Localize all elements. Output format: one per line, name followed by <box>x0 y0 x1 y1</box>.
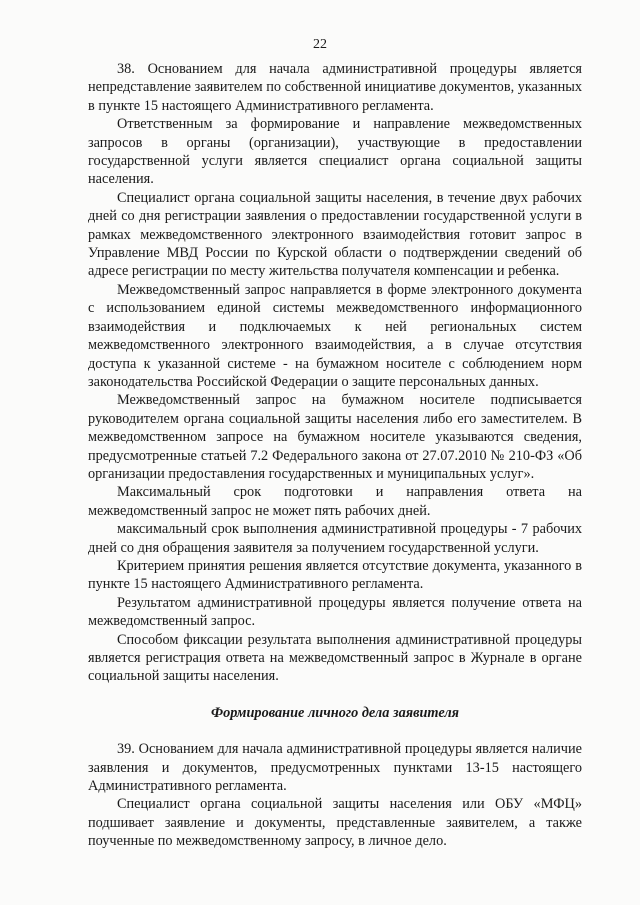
paragraph-39-basis: 39. Основанием для начала административной процедуры является наличие заявления и документов, предусмотренных пунктами 13-15 настоящего Административного регламента. <box>88 741 582 795</box>
paragraph-electronic-request: Межведомственный запрос направляется в форме электронного документа с использованием единой системы межведомственного информационного взаимодействия и подключаемых к ней региональных систем межведомственного электронного взаимодействия, а в случае отсутствия доступа к указанной системе - на бумажном носителе с соблюдением норм законодательства Российской Федерации о защите персональных данных. <box>88 281 582 390</box>
section-heading: Формирование личного дела заявителя <box>210 704 460 721</box>
paragraph-personal-file: Специалист органа социальной защиты населения или ОБУ «МФЦ» подшивает заявление и документы, представленные заявителем, а также поученные по межведомственному запросу, в личное дело. <box>88 796 582 850</box>
paragraph-decision-criterion: Критерием принятия решения является отсутствие документа, указанного в пункте 15 настоящего Административного регламента. <box>88 557 582 593</box>
paragraph-specialist-request: Специалист органа социальной защиты населения, в течение двух рабочих дней со дня регистрации заявления о предоставлении государственной услуги в рамках межведомственного электронного взаимодействия готовит запрос в Управление МВД России по Курской области о подтверждении сведений об адресе регистрации по месту жительства получателя компенсации и ребенка. <box>88 189 582 280</box>
paragraph-max-procedure-time: максимальный срок выполнения административной процедуры - 7 рабочих дней со дня обращения заявителя за получением государственной услуги. <box>88 521 582 556</box>
paragraph-paper-request: Межведомственный запрос на бумажном носителе подписывается руководителем органа социальной защиты населения либо его заместителем. В межведомственном запросе на бумажном носителе указываются сведения, предусмотренные статьей 7.2 Федерального закона от 27.07.2010 № 210-ФЗ «Об организации предоставления государственных и муниципальных услуг». <box>88 392 582 482</box>
paragraph-38-basis: 38. Основанием для начала административной процедуры является непредставление заявителем по собственной инициативе документов, указанных в пункте 15 настоящего Административного регламента. <box>88 61 582 114</box>
paragraph-responsible: Ответственным за формирование и направление межведомственных запросов в органы (организации), участвующие в предоставлении государственной услуги является специалист органа социальной защиты населения. <box>88 116 582 188</box>
paragraph-max-response-time: Максимальный срок подготовки и направления ответа на межведомственный запрос не может пять рабочих дней. <box>88 484 582 519</box>
paragraph-result-fixation: Способом фиксации результата выполнения административной процедуры является регистрация ответа на межведомственный запрос в Журнале в органе социальной защиты населения. <box>88 631 582 685</box>
paragraph-procedure-result: Результатом административной процедуры является получение ответа на межведомственный запрос. <box>88 594 582 630</box>
document-body <box>88 60 582 851</box>
page-number: 22 <box>313 37 327 52</box>
